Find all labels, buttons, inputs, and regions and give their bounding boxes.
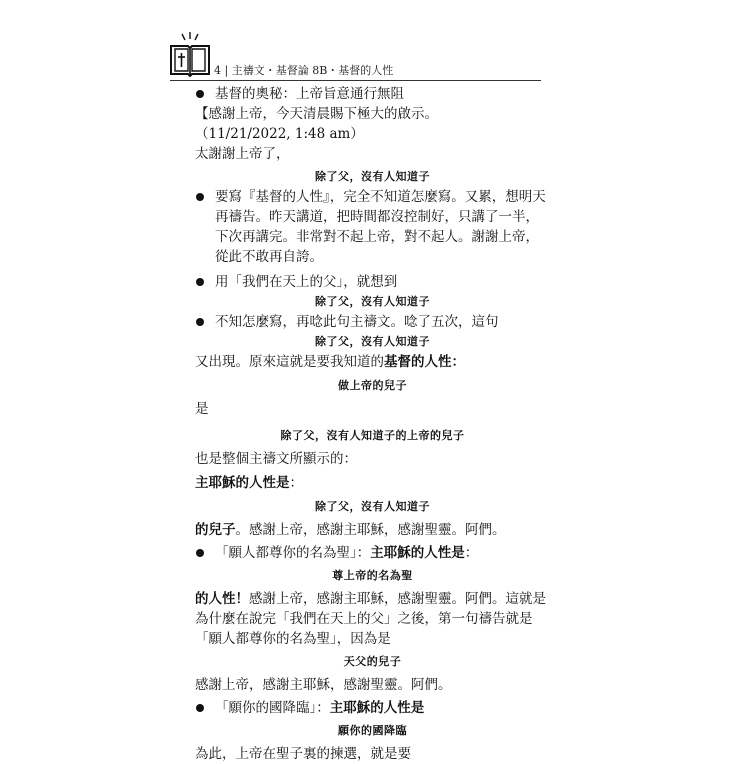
bullet-icon [196,193,204,201]
emphasis-line: 尊上帝的名為聖 [332,569,413,582]
paragraph-line: 為此，上帝在聖子裏的揀選，就是要 [195,746,411,762]
bullet-icon [196,90,204,98]
bullet-item: 基督的奧秘：上帝旨意通行無阻 [195,84,550,104]
bullet-icon [196,549,204,557]
running-header [214,62,393,78]
paragraph-line: 【感謝上帝，今天清晨賜下極大的啟示。 [195,106,438,122]
paragraph-line: 的兒子。感謝上帝，感謝主耶穌，感謝聖靈。阿們。 [195,522,506,538]
bullet-icon [196,318,204,326]
page-number: 4 [214,64,221,77]
paragraph: 的人性！感謝上帝，感謝主耶穌，感謝聖靈。阿們。這就是為什麼在說完「我們在天上的父」之後，第一句禱告就是「願人都尊你的名為聖」，因為是 [195,591,546,647]
emphasis-line: 願你的國降臨 [338,724,407,737]
bullet-item: 不知怎麼寫，再唸此句主禱文。唸了五次，這句 [195,312,550,332]
emphasis-line: 除了父，沒有人知道子的上帝的兒子 [280,429,465,442]
paragraph-line: 太謝謝上帝了， [195,146,290,162]
body-text [195,84,550,764]
header-separator: | [221,64,232,77]
emphasis-line: 除了父，沒有人知道子 [315,170,430,183]
paragraph-line: 是 [195,401,209,417]
bullet-item: 「願人都尊你的名為聖」：主耶穌的人性是： [195,543,550,563]
bullet-item: 用「我們在天上的父」，就想到 [195,272,550,292]
timestamp-line: （11/21/2022, 1:48 am） [195,126,364,142]
open-book-cross-icon [168,30,212,78]
paragraph-line: 主耶穌的人性是： [195,475,303,491]
bullet-icon [196,704,204,712]
bullet-item: 「願你的國降臨」：主耶穌的人性是 [195,698,550,718]
emphasis-line: 除了父，沒有人知道子 [315,295,430,308]
emphasis-line: 天父的兒子 [343,655,402,668]
bullet-icon [196,278,204,286]
emphasis-line: 除了父，沒有人知道子 [315,500,430,513]
paragraph-line: 又出現。原來這就是要我知道的基督的人性： [195,354,465,370]
paragraph-line: 感謝上帝，感謝主耶穌，感謝聖靈。阿們。 [195,677,452,693]
header-rule [170,80,541,81]
paragraph-line: 也是整個主禱文所顯示的： [195,451,357,467]
bullet-item: 要寫『基督的人性』，完全不知道怎麼寫。又累，想明天再禱告。昨天講道，把時間都沒控制好，只講了一半，下次再講完。非常對不起上帝，對不起人。謝謝上帝，從此不敢再自誇。 [195,187,550,267]
header-title: 主禱文・基督論 8B・基督的人性 [231,64,394,77]
emphasis-line: 除了父，沒有人知道子 [315,335,430,348]
emphasis-line: 做上帝的兒子 [338,379,407,392]
